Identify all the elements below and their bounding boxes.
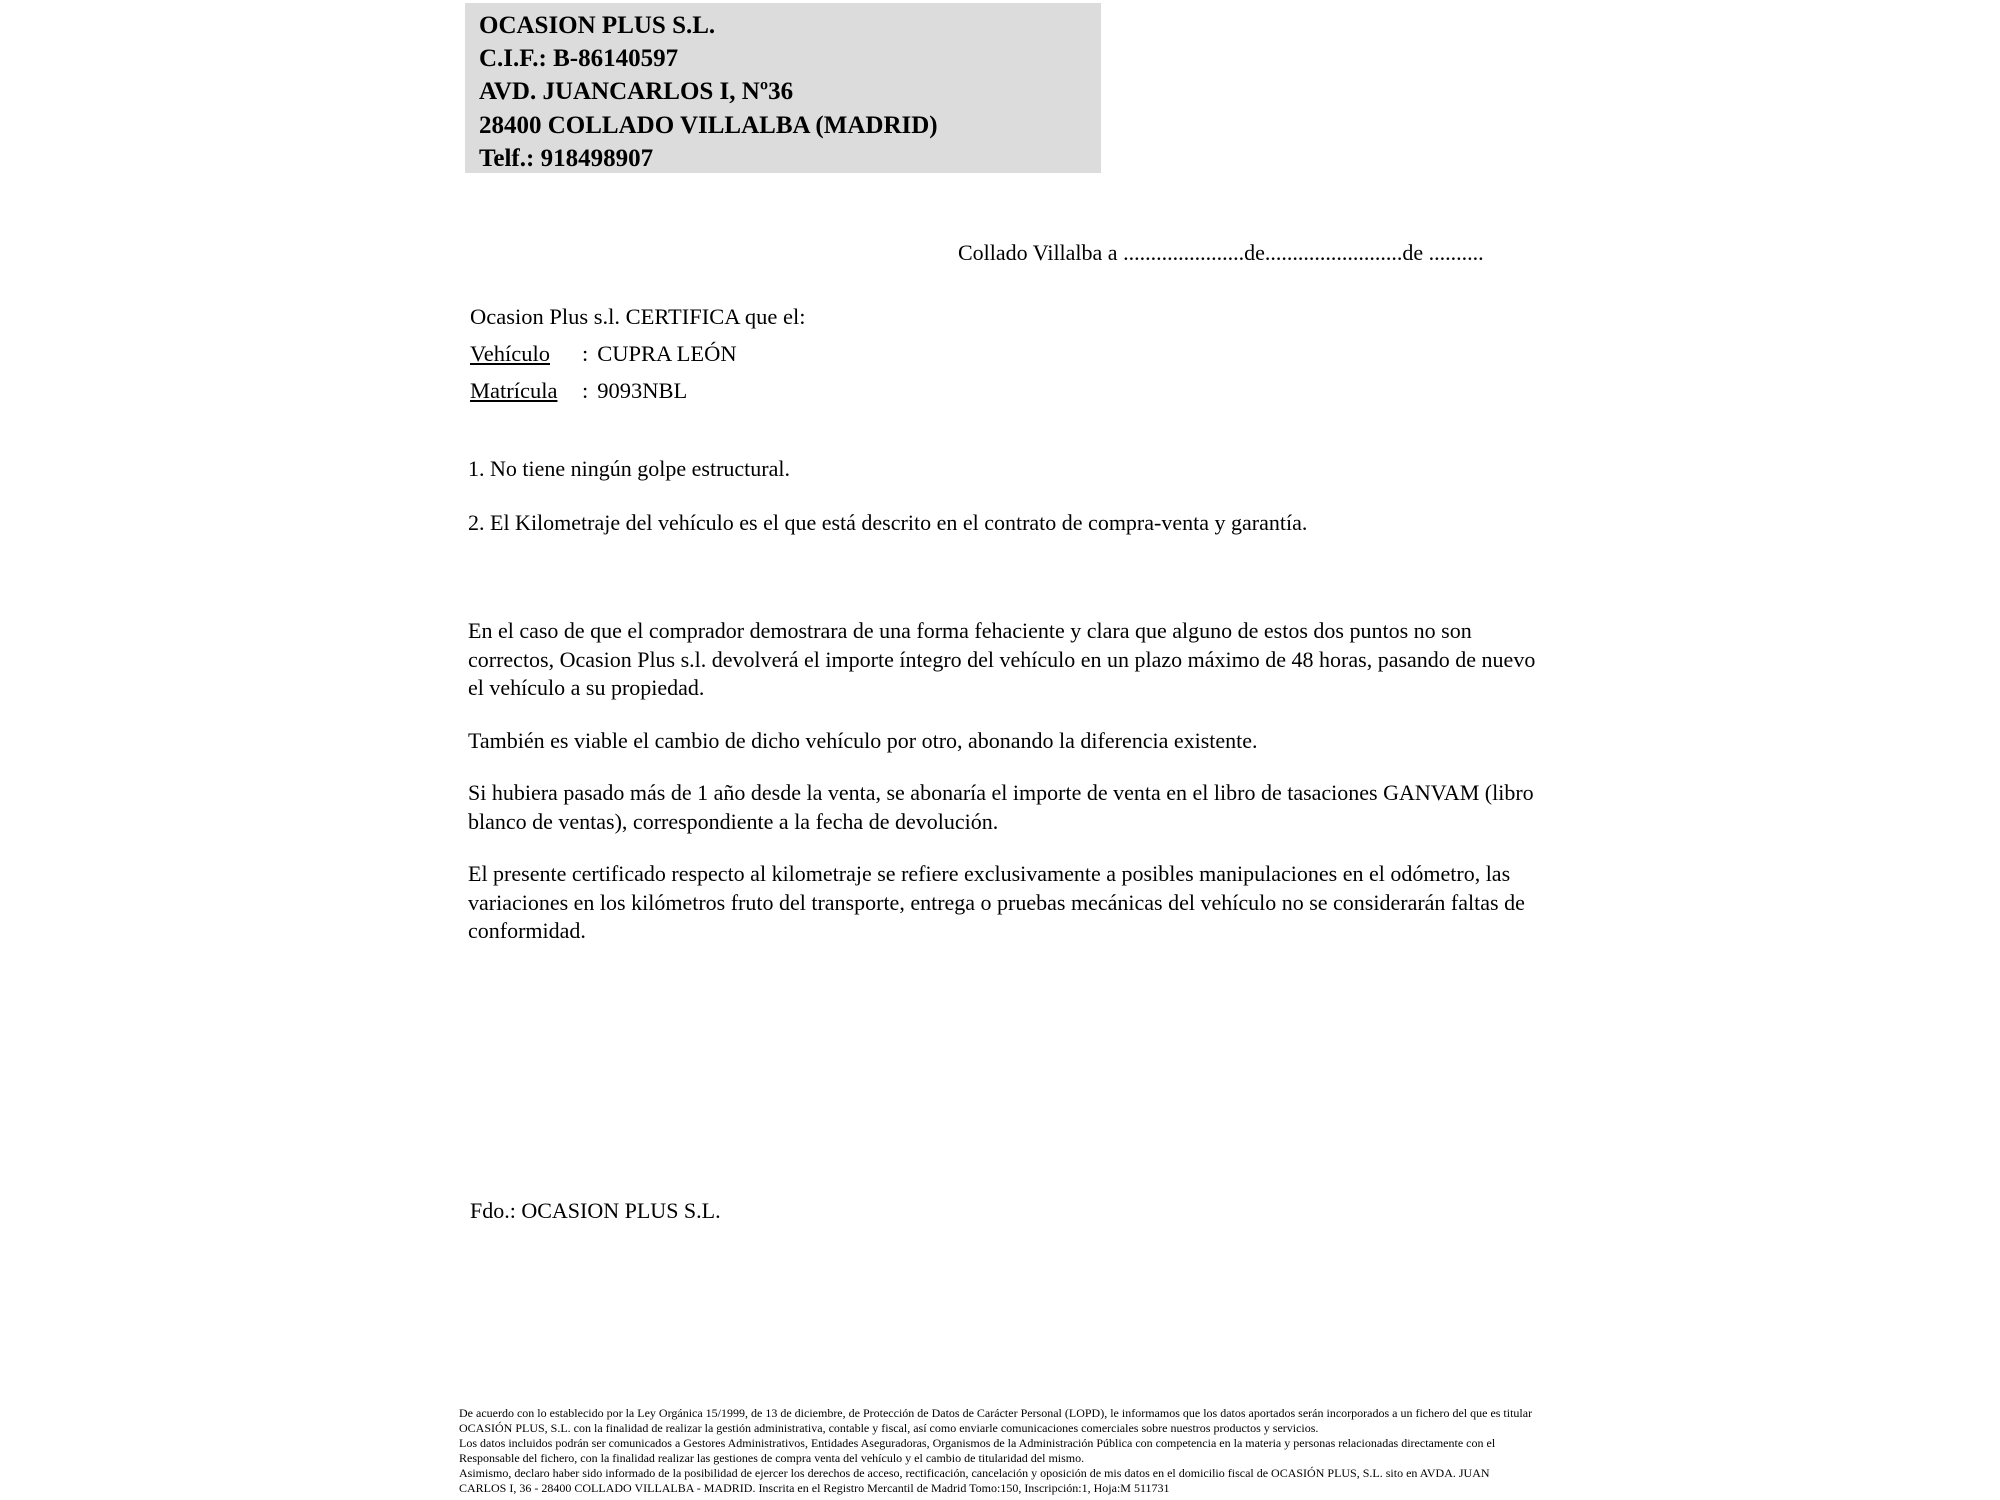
plate-value: 9093NBL [597, 378, 688, 403]
company-address: AVD. JUANCARLOS I, Nº36 [479, 78, 794, 106]
signature-line: Fdo.: OCASION PLUS S.L. [470, 1198, 721, 1223]
vehicle-label: Vehículo [470, 341, 550, 366]
vehicle-row [470, 335, 806, 372]
date-line: Collado Villalba a ......................de.........................de .......... [958, 240, 1484, 265]
legal-line-3: Los datos incluidos podrán ser comunicados a Gestores Administrativos, Entidades Aseguradoras, Organismos de la Administración Pública con competencia en la materia y personas relacionadas directamente con el [459, 1436, 1496, 1450]
body-paragraphs [468, 617, 1550, 970]
body-paragraph-odometer: El presente certificado respecto al kilometraje se refiere exclusivamente a posibles manipulaciones en el odómetro, las variaciones en los kilómetros fruto del transporte, entrega o pruebas mecánicas del vehículo no se considerarán faltas de conformidad. [468, 861, 1525, 943]
plate-separator: : [582, 378, 589, 403]
legal-line-1: De acuerdo con lo establecido por la Ley Orgánica 15/1999, de 13 de diciembre, de Protección de Datos de Carácter Personal (LOPD), le informamos que los datos aportados serán incorporados a un fichero del que es titular [459, 1406, 1533, 1420]
body-paragraph-exchange: También es viable el cambio de dicho vehículo por otro, abonando la diferencia existente. [468, 727, 1258, 753]
plate-label: Matrícula [470, 378, 558, 403]
vehicle-value: CUPRA LEÓN [597, 341, 737, 366]
certificate-block [470, 298, 806, 409]
company-cif: C.I.F.: B-86140597 [479, 45, 679, 73]
condition-point-1: 1. No tiene ningún golpe estructural. [468, 456, 790, 481]
legal-line-4: Responsable del fichero, con la finalidad realizar las gestiones de compra venta del vehículo y el cambio de titularidad del mismo. [459, 1451, 1085, 1465]
legal-line-5: Asimismo, declaro haber sido informado de la posibilidad de ejercer los derechos de acceso, rectificación, cancelación y oposición de mis datos en el domicilio fiscal de OCASIÓN PLUS, S.L. sito en AVDA. JUAN [459, 1466, 1490, 1480]
body-paragraph-ganvam: Si hubiera pasado más de 1 año desde la venta, se abonaría el importe de venta en el libro de tasaciones GANVAM (libro blanco de ventas), correspondiente a la fecha de devolución. [468, 780, 1534, 834]
company-header-box [465, 3, 1101, 173]
legal-line-6: CARLOS I, 36 - 28400 COLLADO VILLALBA - MADRID. Inscrita en el Registro Mercantil de Madrid Tomo:150, Inscripción:1, Hoja:M 511731 [459, 1481, 1170, 1495]
legal-notice [459, 1406, 1554, 1496]
legal-line-2: OCASIÓN PLUS, S.L. con la finalidad de realizar la gestión administrativa, contable y fiscal, así como enviarle comunicaciones comerciales sobre nuestros productos y servicios. [459, 1421, 1319, 1435]
company-phone: Telf.: 918498907 [479, 144, 654, 172]
condition-point-2: 2. El Kilometraje del vehículo es el que está descrito en el contrato de compra-venta y garantía. [468, 510, 1308, 535]
company-name: OCASION PLUS S.L. [479, 12, 716, 39]
company-city: 28400 COLLADO VILLALBA (MADRID) [479, 111, 938, 139]
certificate-intro: Ocasion Plus s.l. CERTIFICA que el: [470, 304, 806, 329]
plate-row [470, 372, 806, 409]
body-paragraph-refund: En el caso de que el comprador demostrara de una forma fehaciente y clara que alguno de estos dos puntos no son correctos, Ocasion Plus s.l. devolverá el importe íntegro del vehículo en un plazo máximo de 48 horas, pasando de nuevo el vehículo a su propiedad. [468, 618, 1536, 700]
vehicle-separator: : [582, 341, 589, 366]
